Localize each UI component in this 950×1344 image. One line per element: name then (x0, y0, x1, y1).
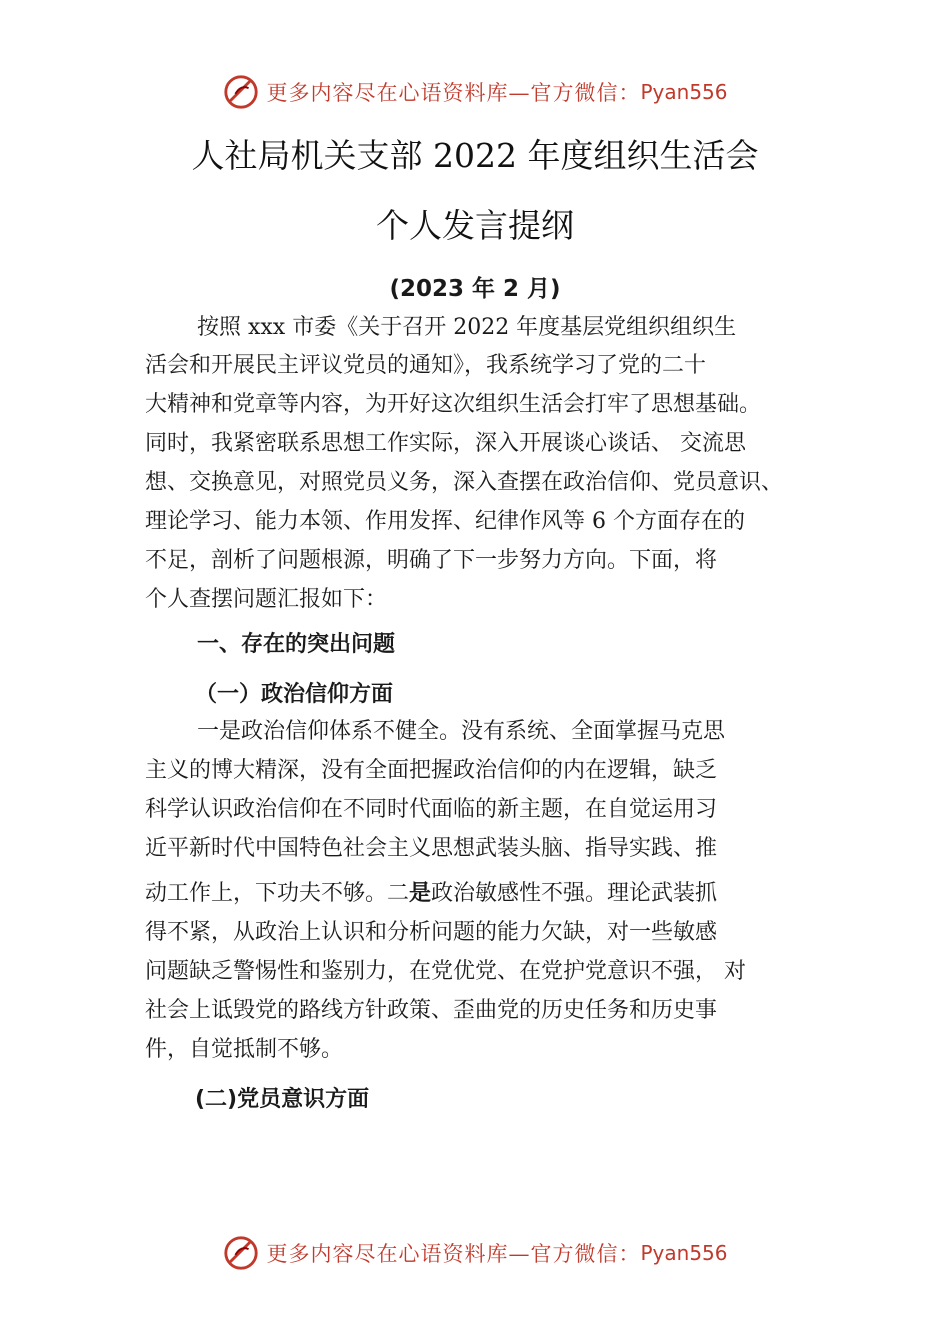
intro-line: 按照 xxx 市委《关于召开 2022 年度基层党组织组织生 (197, 315, 737, 340)
para1-last-pre: 动工作上，下功夫不够。二 (145, 881, 410, 906)
para2-lead: 是 (409, 881, 432, 906)
intro-line: 活会和开展民主评议党员的通知》，我系统学习了党的二十 (145, 353, 707, 378)
intro-line: 个人查摆问题汇报如下： (145, 587, 388, 612)
para1-lead: 一是 (197, 719, 242, 744)
para1-first-text: 政治信仰体系不健全。没有系统、全面掌握马克思 (241, 719, 726, 744)
intro-line: 理论学习、能力本领、作用发挥、纪律作风等 6 个方面存在的 (145, 509, 745, 534)
intro-line: 想、交换意见，对照党员义务，深入查摆在政治信仰、党员意识、 (145, 470, 784, 495)
brand-logo-icon (222, 73, 260, 111)
para2-line: 件，自觉抵制不够。 (145, 1037, 344, 1062)
para2-line: 社会上诋毁党的路线方针政策、歪曲党的历史任务和历史事 (145, 998, 718, 1023)
document-date: (2023 年 2 月) (389, 276, 561, 302)
subsection-heading: （一）政治信仰方面 (195, 682, 394, 707)
watermark-wechat-id: Pyan556 (640, 80, 728, 104)
para2-line: 得不紧，从政治上认识和分析问题的能力欠缺，对一些敏感 (145, 920, 718, 945)
watermark-banner-top (0, 72, 950, 112)
watermark-wechat-id: Pyan556 (640, 1241, 728, 1265)
watermark-banner-bottom (0, 1233, 950, 1273)
para2-line: 问题缺乏警惕性和鉴别力，在党优党、在党护党意识不强， 对 (145, 959, 746, 984)
para1-line: 近平新时代中国特色社会主义思想武装头脑、指导实践、推 (145, 836, 718, 861)
document-title-line1: 人社局机关支部 2022 年度组织生活会 (191, 136, 759, 175)
brand-logo-icon (222, 1234, 260, 1272)
intro-line: 大精神和党章等内容，为开好这次组织生活会打牢了思想基础。 (145, 392, 762, 417)
para1-first-line (197, 714, 725, 745)
para1-last-post: 政治敏感性不强。理论武装抓 (431, 881, 718, 906)
section-heading: 一、存在的突出问题 (197, 632, 396, 657)
intro-line: 不足，剖析了问题根源，明确了下一步努力方向。下面，将 (145, 548, 718, 573)
intro-line: 同时，我紧密联系思想工作实际，深入开展谈心谈话、 交流思 (145, 431, 746, 456)
para1-last-line (145, 876, 717, 907)
watermark-text: 更多内容尽在心语资料库—官方微信： (266, 81, 641, 105)
para1-line: 主义的博大精深，没有全面把握政治信仰的内在逻辑，缺乏 (145, 758, 718, 783)
para1-line: 科学认识政治信仰在不同时代面临的新主题，在自觉运用习 (145, 797, 718, 822)
subsection-heading: (二)党员意识方面 (195, 1087, 370, 1112)
watermark-text: 更多内容尽在心语资料库—官方微信： (266, 1242, 641, 1266)
document-title-line2: 个人发言提纲 (376, 206, 574, 245)
